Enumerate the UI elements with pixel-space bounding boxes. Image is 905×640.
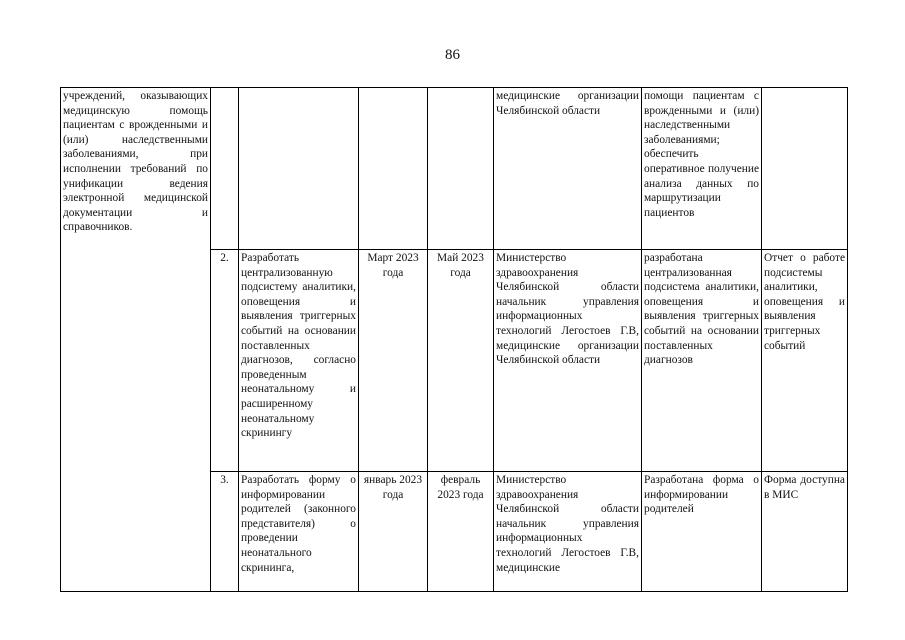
table-row-intro [61,88,848,250]
intro-cell-result [642,88,762,250]
row-responsible-text: Министерство здравоохранения Челябинской области начальник управления информационных технологий Легостоев Г.В, медицинские [496,474,639,574]
row-responsible [494,250,642,472]
row-result [642,472,762,592]
row-control [762,250,848,472]
row-control [762,472,848,592]
intro-result-text: помощи пациентам с врожденными и (или) наследственными заболеваниями; обеспечить оперативное получение анализа данных по маршрутизации пациентов [644,90,759,219]
row-result-text: Разработана форма о информировании родителей [644,474,759,516]
row-number: 3. [211,472,239,592]
row-task [239,472,359,592]
intro-cell-responsible [494,88,642,250]
row-start-date: январь 2023 года [359,472,428,592]
row-control-text: Отчет о работе подсистемы аналитики, оповещения и выявления триггерных событий [764,252,845,352]
row-end-date: февраль 2023 года [428,472,494,592]
row-number: 2. [211,250,239,472]
plan-table [60,87,848,592]
intro-responsible-text: медицинские организации Челябинской области [496,90,639,117]
row-task-text: Разработать централизованную подсистему аналитики, оповещения и выявления триггерных событий на основании поставленных диагнозов, согласно проведенным неонатальному и расширенному неонатальному скринингу [241,252,356,440]
intro-task-text: учреждений, оказывающих медицинскую помощь пациентам с врожденными и (или) наследственными заболеваниями, при исполнении требований по унификации ведения электронной медицинской документации и справочников. [63,90,208,234]
row-end-date: Май 2023 года [428,250,494,472]
intro-cell-task-2 [239,88,359,250]
row-task-text: Разработать форму о информировании родителей (законного представителя) о проведении неонатального скрининга, [241,474,356,574]
row-task [239,250,359,472]
row-control-text: Форма доступна в МИС [764,474,845,501]
intro-cell-num [211,88,239,250]
page-number: 86 [445,47,460,63]
row-start-date: Март 2023 года [359,250,428,472]
intro-cell-end [428,88,494,250]
row-result [642,250,762,472]
intro-cell-control [762,88,848,250]
intro-cell-task [61,88,211,592]
intro-cell-start [359,88,428,250]
row-responsible-text: Министерство здравоохранения Челябинской области начальник управления информационных технологий Легостоев Г.В, медицинские организации Челябинской области [496,252,639,367]
row-result-text: разработана централизованная подсистема аналитики, оповещения и выявления триггерных событий на основании поставленных диагнозов [644,252,759,367]
row-responsible [494,472,642,592]
